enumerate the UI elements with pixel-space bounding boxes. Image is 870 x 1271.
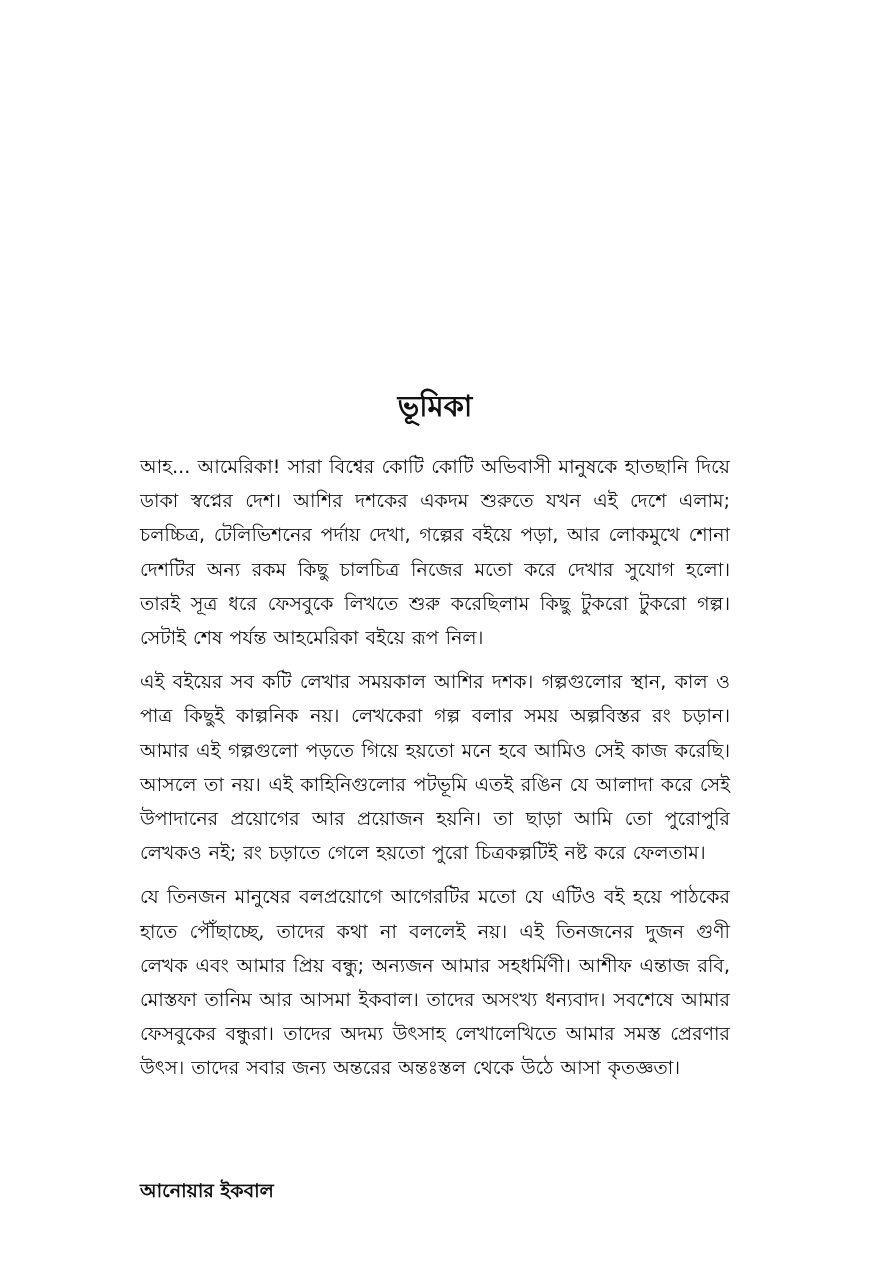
author-signature: আনোয়ার ইকবাল — [140, 1180, 274, 1202]
page-title: ভূমিকা — [397, 389, 473, 423]
paragraph-1: আহ... আমেরিকা! সারা বিশ্বের কোটি কোটি অভিবাসী মানুষকে হাতছানি দিয়ে ডাকা স্বপ্নের দেশ। আশির দশকের একদম শুরুতে যখন এই দেশে এলাম; চলচ্চিত্র, টেলিভিশনের পর্দায় দেখা, গল্পের বইয়ে পড়া, আর লোকমুখে শোনা দেশটির অন্য রকম কিছু চালচিত্র নিজের মতো করে দেখার সুযোগ হলো। তারই সূত্র ধরে ফেসবুকে লিখতে শুরু করেছিলাম কিছু টুকরো টুকরো গল্প। সেটাই শেষ পর্যন্ত আহমেরিকা বইয়ে রূপ নিল। — [140, 456, 730, 650]
paragraph-2: এই বইয়ের সব কটি লেখার সময়কাল আশির দশক। গল্পগুলোর স্থান, কাল ও পাত্র কিছুই কাল্পনিক নয়। লেখকেরা গল্প বলার সময় অল্পবিস্তর রং চড়ান। আমার এই গল্পগুলো পড়তে গিয়ে হয়তো মনে হবে আমিও সেই কাজ করেছি। আসলে তা নয়। এই কাহিনিগুলোর পটভূমি এতই রঙিন যে আলাদা করে সেই উপাদানের প্রয়োগের আর প্রয়োজন হয়নি। তা ছাড়া আমি তো পুরোপুরি লেখকও নই; রং চড়াতে গেলে হয়তো পুরো চিত্রকল্পটিই নষ্ট করে ফেলতাম। — [140, 671, 730, 865]
preface-body — [140, 450, 730, 1096]
paragraph-3: যে তিনজন মানুষের বলপ্রয়োগে আগেরটির মতো যে এটিও বই হয়ে পাঠকের হাতে পৌঁছাচ্ছে, তাদের কথা না বললেই নয়। এই তিনজনের দুজন গুণী লেখক এবং আমার প্রিয় বন্ধু; অন্যজন আমার সহধর্মিণী। আশীফ এন্তাজ রবি, মোস্তফা তানিম আর আসমা ইকবাল। তাদের অসংখ্য ধন্যবাদ। সবশেষে আমার ফেসবুকের বন্ধুরা। তাদের অদম্য উৎসাহ লেখালেখিতে আমার সমস্ত প্রেরণার উৎস। তাদের সবার জন্য অন্তরের অন্তঃস্তল থেকে উঠে আসা কৃতজ্ঞতা। — [140, 886, 730, 1080]
